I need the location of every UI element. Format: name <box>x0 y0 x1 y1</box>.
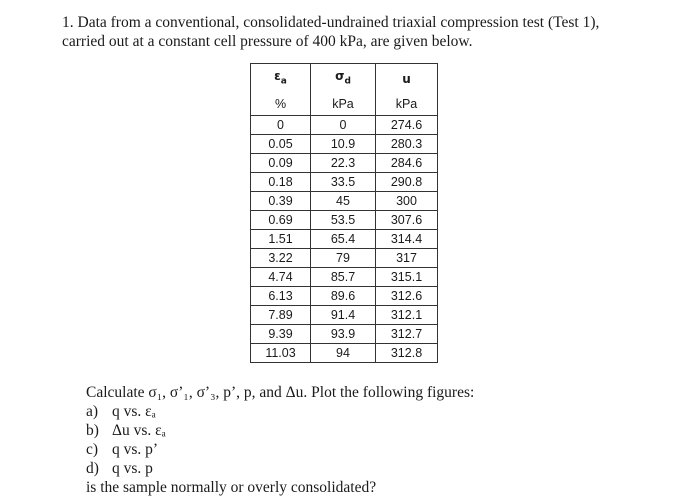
task-text: q vs. εₐ <box>112 403 156 420</box>
table-row <box>251 116 438 135</box>
table-row <box>251 211 438 230</box>
table-row <box>251 287 438 306</box>
cell-pore-pressure: 284.6 <box>376 154 438 173</box>
cell-pore-pressure: 312.6 <box>376 287 438 306</box>
cell-strain: 0.09 <box>251 154 311 173</box>
table-row <box>251 306 438 325</box>
header-strain: $\varepsilon_a$ <box>251 64 311 94</box>
test-data-table <box>250 63 438 363</box>
cell-deviator-stress: 79 <box>311 249 376 268</box>
table-row <box>251 173 438 192</box>
task-item-a <box>86 402 474 421</box>
cell-strain: 1.51 <box>251 230 311 249</box>
cell-deviator-stress: 22.3 <box>311 154 376 173</box>
symbol-header-row <box>251 64 438 94</box>
task-label: b) <box>86 422 99 439</box>
cell-deviator-stress: 0 <box>311 116 376 135</box>
table-row <box>251 154 438 173</box>
table-row <box>251 344 438 363</box>
cell-strain: 0 <box>251 116 311 135</box>
cell-deviator-stress: 10.9 <box>311 135 376 154</box>
unit-header-row <box>251 93 438 116</box>
cell-pore-pressure: 290.8 <box>376 173 438 192</box>
task-item-c <box>86 440 474 459</box>
cell-strain: 0.39 <box>251 192 311 211</box>
cell-deviator-stress: 65.4 <box>311 230 376 249</box>
table-row <box>251 230 438 249</box>
cell-strain: 6.13 <box>251 287 311 306</box>
unit-pore-pressure: kPa <box>376 93 438 116</box>
task-item-d <box>86 459 474 478</box>
cell-pore-pressure: 314.4 <box>376 230 438 249</box>
table-row <box>251 325 438 344</box>
cell-pore-pressure: 317 <box>376 249 438 268</box>
cell-pore-pressure: 312.1 <box>376 306 438 325</box>
cell-pore-pressure: 315.1 <box>376 268 438 287</box>
intro-line-1: 1. Data from a conventional, consolidated-undrained triaxial compression test (Test 1), <box>62 14 600 31</box>
header-deviator-stress: $\sigma_d$ <box>311 64 376 94</box>
cell-deviator-stress: 89.6 <box>311 287 376 306</box>
table-row <box>251 249 438 268</box>
cell-strain: 0.69 <box>251 211 311 230</box>
task-text: q vs. p <box>112 460 153 477</box>
cell-deviator-stress: 33.5 <box>311 173 376 192</box>
cell-strain: 7.89 <box>251 306 311 325</box>
cell-deviator-stress: 93.9 <box>311 325 376 344</box>
cell-strain: 4.74 <box>251 268 311 287</box>
unit-strain: % <box>251 93 311 116</box>
header-pore-pressure: u <box>376 64 438 94</box>
table-row <box>251 192 438 211</box>
cell-deviator-stress: 45 <box>311 192 376 211</box>
task-text: Δu vs. εₐ <box>112 422 166 439</box>
cell-pore-pressure: 274.6 <box>376 116 438 135</box>
cell-pore-pressure: 312.7 <box>376 325 438 344</box>
cell-pore-pressure: 280.3 <box>376 135 438 154</box>
unit-deviator-stress: kPa <box>311 93 376 116</box>
task-item-b <box>86 421 474 440</box>
task-label: d) <box>86 460 99 477</box>
cell-deviator-stress: 94 <box>311 344 376 363</box>
task-label: a) <box>86 403 99 420</box>
cell-pore-pressure: 307.6 <box>376 211 438 230</box>
task-text: q vs. p’ <box>112 441 159 458</box>
cell-deviator-stress: 53.5 <box>311 211 376 230</box>
cell-strain: 0.05 <box>251 135 311 154</box>
consolidation-question: is the sample normally or overly consolidated? <box>86 479 377 496</box>
intro-line-2: carried out at a constant cell pressure of 400 kPa, are given below. <box>62 33 473 50</box>
task-section <box>86 383 474 497</box>
cell-pore-pressure: 312.8 <box>376 344 438 363</box>
task-label: c) <box>86 441 99 458</box>
calculate-instruction: Calculate σ₁, σ’₁, σ’₃, p’, p, and Δu. Plot the following figures: <box>86 384 475 401</box>
cell-strain: 11.03 <box>251 344 311 363</box>
problem-statement <box>62 13 662 51</box>
cell-strain: 3.22 <box>251 249 311 268</box>
cell-pore-pressure: 300 <box>376 192 438 211</box>
table-row <box>251 268 438 287</box>
cell-strain: 0.18 <box>251 173 311 192</box>
cell-deviator-stress: 85.7 <box>311 268 376 287</box>
table-row <box>251 135 438 154</box>
cell-deviator-stress: 91.4 <box>311 306 376 325</box>
cell-strain: 9.39 <box>251 325 311 344</box>
